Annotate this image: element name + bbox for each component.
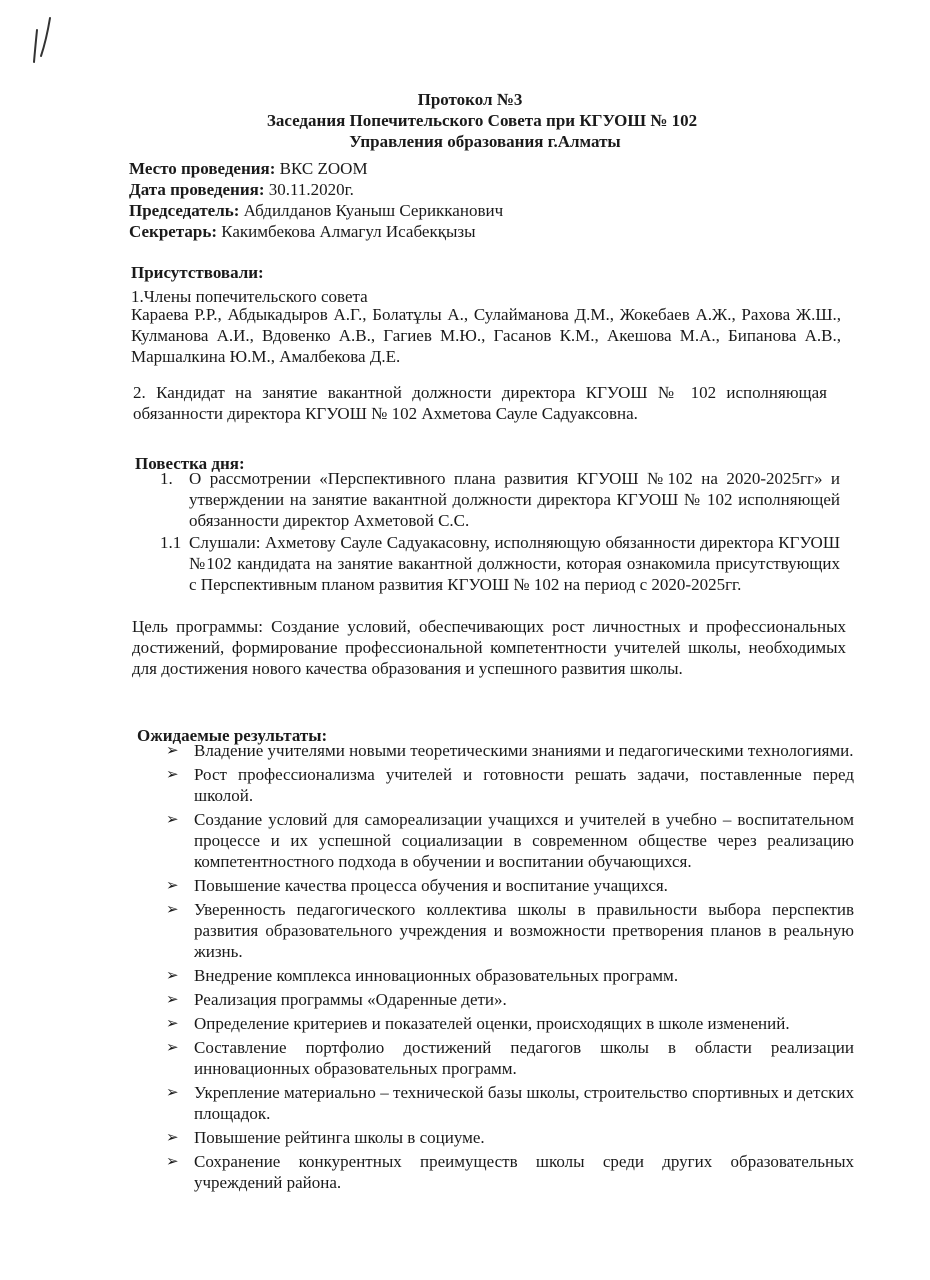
result-text: Уверенность педагогического коллектива школы в правильности выбора перспектив развития образовательного учреждения и возможности претворения планов в реальную жизнь. (194, 900, 854, 961)
result-text: Составление портфолио достижений педагогов школы в области реализации инновационных образовательных программ. (194, 1038, 854, 1078)
list-item (164, 1082, 854, 1124)
result-text: Укрепление материально – технической базы школы, строительство спортивных и детских площадок. (194, 1083, 854, 1123)
list-item (164, 1127, 854, 1148)
present-heading: Присутствовали: (131, 263, 264, 282)
arrow-bullet-icon: ➢ (166, 876, 179, 894)
chair-label: Председатель: (129, 201, 240, 220)
list-item (164, 1151, 854, 1193)
date-row (129, 179, 829, 200)
agenda-heading: Повестка дня: (135, 454, 245, 473)
arrow-bullet-icon: ➢ (166, 1014, 179, 1032)
result-text: Определение критериев и показателей оценки, происходящих в школе изменений. (194, 1014, 790, 1033)
agenda-item-text: О рассмотрении «Перспективного плана развития КГУОШ №102 на 2020-2025гг» и утверждении на занятие вакантной должности директора КГУОШ № 102 исполняющей обязанности директор Ахметовой С.С. (189, 469, 840, 530)
secretary-label: Секретарь: (129, 222, 217, 241)
arrow-bullet-icon: ➢ (166, 900, 179, 918)
arrow-bullet-icon: ➢ (166, 765, 179, 783)
arrow-bullet-icon: ➢ (166, 1083, 179, 1101)
date-value: 30.11.2020г. (264, 180, 354, 199)
candidate-paragraph: 2. Кандидат на занятие вакантной должности директора КГУОШ № 102 исполняющая обязанности директора КГУОШ № 102 Ахметова Сауле Садуаксовна. (133, 383, 827, 423)
list-item (164, 740, 854, 761)
agenda-item (160, 468, 840, 531)
secretary-row (129, 221, 829, 242)
results-list (164, 740, 854, 1196)
result-text: Создание условий для самореализации учащихся и учителей в учебно – воспитательном процессе и их успешной социализации в современном обществе через реализацию компетентностного подхода в обучении и воспитании обучающихся. (194, 810, 854, 871)
result-text: Внедрение комплекса инновационных образовательных программ. (194, 966, 679, 985)
place-value: ВКС ZOOM (275, 159, 368, 178)
list-item (164, 1013, 854, 1034)
program-goal: Цель программы: Создание условий, обеспечивающих рост личностных и профессиональных достижений, формирование профессиональной компетентности учителей школы, необходимых для достижения нового качества образования и успешного развития школы. (132, 617, 846, 678)
list-item (164, 764, 854, 806)
result-text: Повышение качества процесса обучения и воспитание учащихся. (194, 876, 668, 895)
list-item (164, 1037, 854, 1079)
protocol-subtitle: Заседания Попечительского Совета при КГУОШ № 102 (266, 111, 698, 130)
arrow-bullet-icon: ➢ (166, 1152, 179, 1170)
place-row (129, 158, 829, 179)
list-item (164, 899, 854, 962)
arrow-bullet-icon: ➢ (166, 741, 179, 759)
agenda-item-number: 1.1 (160, 533, 182, 552)
date-label: Дата проведения: (129, 180, 265, 199)
chair-row (129, 200, 829, 221)
agenda-item-number: 1. (160, 469, 173, 488)
result-text: Реализация программы «Одаренные дети». (194, 990, 507, 1009)
arrow-bullet-icon: ➢ (166, 966, 179, 984)
list-item (164, 809, 854, 872)
arrow-bullet-icon: ➢ (166, 810, 179, 828)
members-list: Караева Р.Р., Абдыкадыров А.Г., Болатұлы А., Сулайманова Д.М., Жокебаев А.Ж., Рахова Ж.Ш., Кулманова А.И., Вдовенко А.В., Гагиев М.Ю., Гасанов К.М., Акешова М.А., Бипанова А.В., Маршалкина Ю.М., Амалбекова Д.Е. (131, 305, 841, 366)
result-text: Рост профессионализма учителей и готовности решать задачи, поставленные перед школой. (194, 765, 854, 805)
list-item (164, 989, 854, 1010)
list-item (164, 965, 854, 986)
meeting-details (129, 158, 829, 242)
protocol-title: Протокол №3 (417, 90, 523, 109)
list-item (164, 875, 854, 896)
results-heading: Ожидаемые результаты: (137, 726, 328, 745)
arrow-bullet-icon: ➢ (166, 990, 179, 1008)
result-text: Владение учителями новыми теоретическими знаниями и педагогическими технологиями. (194, 741, 854, 760)
agenda-item-text: Слушали: Ахметову Сауле Садуакасовну, исполняющую обязанности директора КГУОШ №102 кандидата на занятие вакантной должности, которая ознакомила присутствующих с Перспективным планом развития КГУОШ № 102 на период с 2020-2025гг. (189, 533, 840, 594)
members-label: 1.Члены попечительского совета (131, 287, 368, 306)
agenda-item (160, 532, 840, 595)
secretary-value: Какимбекова Алмагул Исабекқызы (217, 222, 476, 241)
chair-value: Абдилданов Куаныш Серикканович (239, 201, 504, 220)
result-text: Повышение рейтинга школы в социуме. (194, 1128, 485, 1147)
handwritten-mark (28, 10, 68, 66)
arrow-bullet-icon: ➢ (166, 1038, 179, 1056)
arrow-bullet-icon: ➢ (166, 1128, 179, 1146)
result-text: Сохранение конкурентных преимуществ школы среди других образовательных учреждений района. (194, 1152, 854, 1192)
place-label: Место проведения: (129, 159, 276, 178)
protocol-organization: Управления образования г.Алматы (349, 132, 621, 151)
